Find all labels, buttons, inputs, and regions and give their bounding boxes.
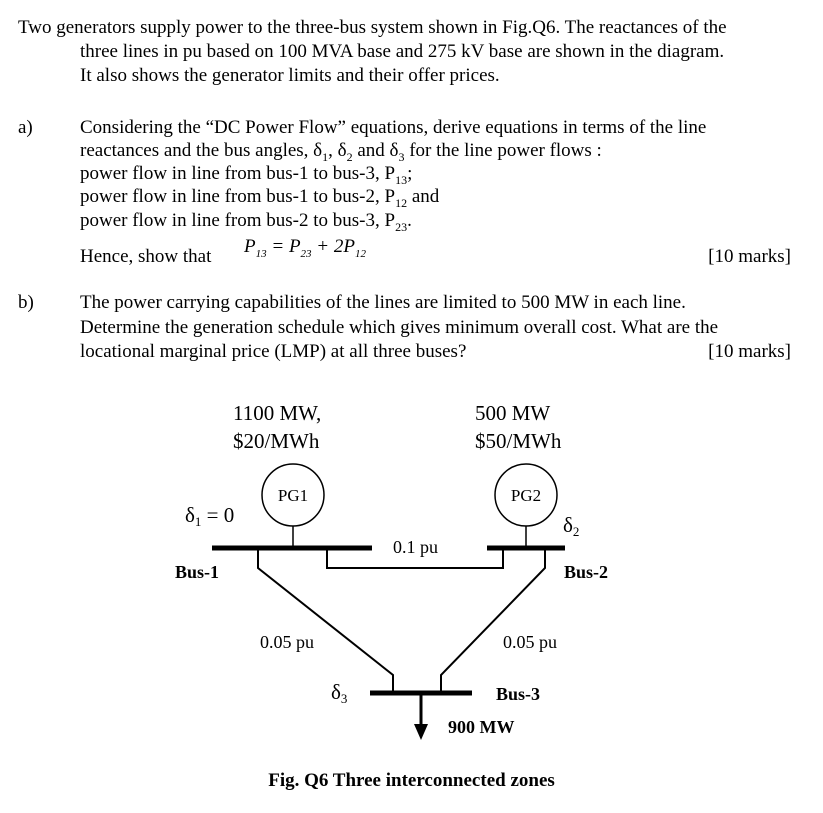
gen1-capacity: 1100 MW, <box>233 401 322 425</box>
line-2-3-reactance: 0.05 pu <box>503 632 557 652</box>
part-b-line-1: The power carrying capabilities of the lines are limited to 500 MW in each line. <box>80 292 686 313</box>
gen2-capacity: 500 MW <box>475 401 551 425</box>
pg1-label: PG1 <box>277 486 309 505</box>
part-b-marks: [10 marks] <box>708 341 791 362</box>
delta-1-label: δ1 = 0 <box>185 503 235 529</box>
part-b-label: b) <box>18 292 34 313</box>
bus-3-label: Bus-3 <box>496 684 541 704</box>
line-1-3-reactance: 0.05 pu <box>260 632 314 652</box>
intro-line-1: Two generators supply power to the three-bus system shown in Fig.Q6. The reactances of the <box>18 17 727 38</box>
part-a-hence: Hence, show that <box>80 246 212 267</box>
gen1-price: $20/MWh <box>233 429 320 453</box>
bus-2-label: Bus-2 <box>564 562 609 582</box>
part-a-equation: $P_{13} = P_{23} + 2P_{12}$ <box>244 236 366 260</box>
pg2-label: PG2 <box>510 486 542 505</box>
line-2-3 <box>441 548 545 693</box>
part-a-line-1: Considering the “DC Power Flow” equations, derive equations in terms of the line <box>80 117 707 138</box>
part-a-line-4: power flow in line from bus-1 to bus-2, $P_{12}$ and <box>80 186 440 210</box>
line-1-3 <box>258 548 393 693</box>
part-b-line-2: Determine the generation schedule which gives minimum overall cost. What are the <box>80 317 719 338</box>
delta-3-label: δ3 <box>331 680 348 706</box>
part-b-line-3: locational marginal price (LMP) at all three buses? <box>80 341 467 362</box>
intro-line-2: three lines in pu based on 100 MVA base and 275 kV base are shown in the diagram. <box>80 41 725 62</box>
figure-caption: Fig. Q6 Three interconnected zones <box>268 770 555 791</box>
part-a-marks: [10 marks] <box>708 246 791 267</box>
load-value: 900 MW <box>448 717 515 737</box>
gen2-price: $50/MWh <box>475 429 562 453</box>
part-a-label: a) <box>18 117 33 138</box>
part-a-line-2: reactances and the bus angles, $\delta_1$, $\delta_2$ and $\delta_3$ for the line power flows : <box>80 140 602 164</box>
line-1-2-reactance: 0.1 pu <box>393 537 438 557</box>
part-a-line-3: power flow in line from bus-1 to bus-3, $P_{13}$; <box>80 163 413 187</box>
bus-1-label: Bus-1 <box>175 562 220 582</box>
part-a-line-5: power flow in line from bus-2 to bus-3, $P_{23}$. <box>80 210 412 234</box>
load-arrow-head <box>414 724 428 740</box>
intro-line-3: It also shows the generator limits and their offer prices. <box>80 65 500 86</box>
delta-2-label: δ2 <box>563 513 580 539</box>
